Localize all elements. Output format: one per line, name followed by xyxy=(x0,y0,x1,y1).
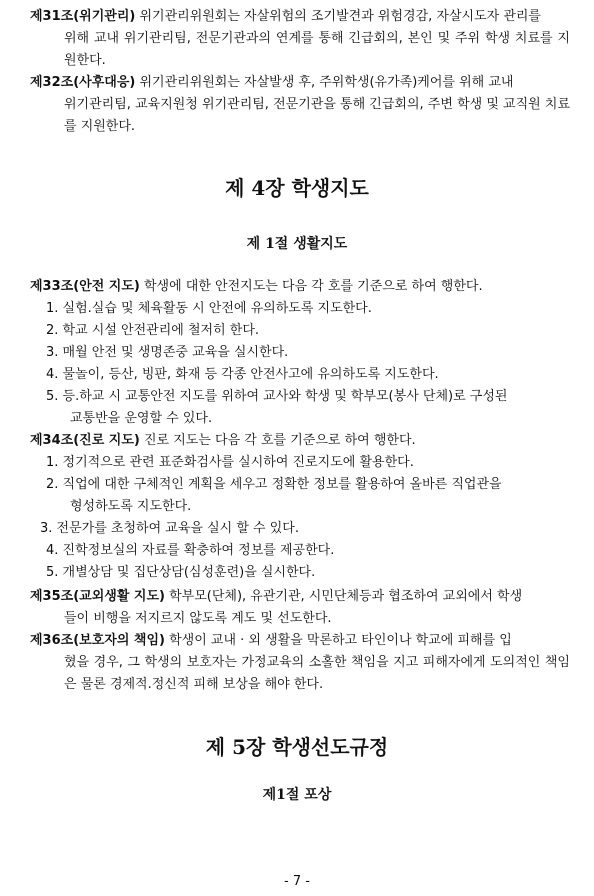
article-34-item-2-continuation: 형성하도록 지도한다. xyxy=(70,499,192,514)
article-35-continuation: 들이 비행을 저지르지 않도록 계도 및 선도한다. xyxy=(64,611,332,626)
article-33-text: 학생에 대한 안전지도는 다음 각 호를 기준으로 하여 행한다. xyxy=(139,279,483,294)
article-33-item-1: 1. 실험.실습 및 체육활동 시 안전에 유의하도록 지도한다. xyxy=(46,301,372,316)
article-33-item-4: 4. 물놀이, 등산, 빙판, 화재 등 각종 안전사고에 유의하도록 지도한다. xyxy=(46,367,439,382)
article-35 xyxy=(30,586,570,630)
chapter-4-heading: 제 4장 학생지도 xyxy=(225,176,369,200)
article-34 xyxy=(30,430,570,452)
article-34-item-3: 3. 전문가를 초청하여 교육을 실시 할 수 있다. xyxy=(40,521,299,536)
section-1-heading: 제 1절 생활지도 xyxy=(246,236,348,252)
article-36-label: 제36조(보호자의 책임) xyxy=(30,633,165,648)
article-34-item-5: 5. 개별상담 및 집단상담(심성훈련)을 실시한다. xyxy=(46,565,316,580)
article-34-text: 진로 지도는 다음 각 호를 기준으로 하여 행한다. xyxy=(139,433,416,448)
article-33-item-2: 2. 학교 시설 안전관리에 철저히 한다. xyxy=(46,323,260,338)
article-32 xyxy=(30,72,570,138)
article-36-continuation: 혔을 경우, 그 학생의 보호자는 가정교육의 소홀한 책임을 지고 피해자에게 도의적인 책임은 물론 경제적.정신적 피해 보상을 해야 한다. xyxy=(64,655,570,692)
article-35-label: 제35조(교외생활 지도) xyxy=(30,589,165,604)
article-33-label: 제33조(안전 지도) xyxy=(30,279,140,294)
article-31-text: 위기관리위원회는 자살위험의 조기발견과 위험경감, 자살시도자 관리를 xyxy=(135,9,541,24)
article-35-text: 학부모(단체), 유관기관, 시민단체등과 협조하여 교외에서 학생 xyxy=(164,589,523,604)
article-34-item-4: 4. 진학정보실의 자료를 확충하여 정보를 제공한다. xyxy=(46,543,335,558)
article-34-label: 제34조(진로 지도) xyxy=(30,433,140,448)
article-36 xyxy=(30,630,570,696)
article-36-text: 학생이 교내 · 외 생활을 막론하고 타인이나 학교에 피해를 입 xyxy=(164,633,512,648)
page-number: - 7 - xyxy=(284,874,310,889)
section-1-award-heading: 제1절 포상 xyxy=(262,787,332,803)
article-34-item-1: 1. 정기적으로 관련 표준화검사를 실시하여 진로지도에 활용한다. xyxy=(46,455,414,470)
chapter-5-heading: 제 5장 학생선도규정 xyxy=(205,735,389,759)
article-31 xyxy=(30,6,570,72)
article-33-item-3: 3. 매월 안전 및 생명존중 교육을 실시한다. xyxy=(46,345,289,360)
article-33 xyxy=(30,276,570,298)
article-31-label: 제31조(위기관리) xyxy=(30,9,136,24)
article-32-label: 제32조(사후대응) xyxy=(30,75,136,90)
article-33-item-5: 5. 등.하교 시 교통안전 지도를 위하여 교사와 학생 및 학부모(봉사 단체)로 구성된 xyxy=(46,389,508,404)
article-31-continuation: 위해 교내 위기관리팀, 전문기관과의 연계를 통해 긴급회의, 본인 및 주위 학생 치료를 지원한다. xyxy=(64,31,570,68)
article-34-item-2: 2. 직업에 대한 구체적인 계획을 세우고 정확한 정보를 활용하여 올바른 직업관을 xyxy=(46,477,502,492)
article-33-item-5-continuation: 교통반을 운영할 수 있다. xyxy=(70,411,213,426)
article-32-text: 위기관리위원회는 자살발생 후, 주위학생(유가족)케어를 위해 교내 xyxy=(135,75,514,90)
article-32-continuation: 위기관리팀, 교육지원청 위기관리팀, 전문기관을 통해 긴급회의, 주변 학생 및 교직원 치료를 지원한다. xyxy=(64,97,570,134)
